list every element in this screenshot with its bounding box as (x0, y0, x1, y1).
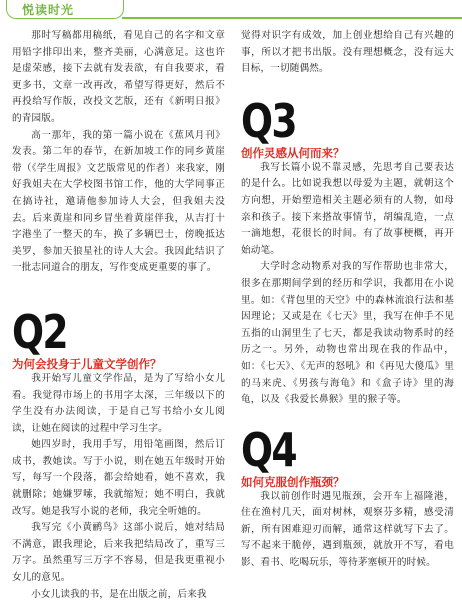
q4-title: 如何克服创作瓶颈？ (241, 474, 345, 489)
intro-paragraph: 高一那年，我的第一篇小说在《蕉风月刊》发表。第二年的春节，在新加坡工作的同乡黄崖带（《学生周报》文艺版常见的作者）来我家，刚好我姐夫在大学校图书馆工作，他的大学同事正在搞诗社，邀请他参加诗人大会，但我姐夫没去。后来黄崖和同乡冒坐着黄崖伴我，从吉打十字港坐了一整天的车，换了多辆巴士，傍晚抵达美罗，参加天狼星社的诗人大会。我因此结识了一批志同道合的朋友，写作变成更重要的事了。 (12, 129, 225, 274)
q2-title: 为何会投身于儿童文学创作？ (12, 356, 162, 371)
q4-paragraph: 我以前创作时遇见瓶颈，会开车上福隆港，住在渔村几天，面对树林，观察芬多精，感受清新，所有困难迎刃而解，通常这样就写下去了。写不起来干脆停，遇到瓶颈，就放开不写，看电影、看书、吃喝玩乐，等待茅塞顿开的时候。 (241, 490, 454, 569)
q3-title: 创作灵感从何而来？ (241, 145, 345, 160)
intro-paragraph: 那时写稿都用稿纸，看见自己的名字和文章用铅字排印出来，整齐美丽，心满意足。这也许是虚荣感，接下去就有发表欲，有自我要求，看更多书，文章一改再改，希望写得更好，然后不再投给写作版，改投文艺版，还有《新明日报》的青园版。 (12, 30, 225, 124)
q2-paragraph: 我开始写儿童文学作品，是为了写给小女儿看。我觉得市场上的书用字太深，三年级以下的学生没有办法阅读，于是自己写书给小女儿阅读，让她在阅读的过程中学习生字。 (12, 372, 225, 434)
left-column (12, 28, 225, 600)
q3-heading (241, 93, 454, 160)
q2-paragraph: 她四岁时，我用手写，用铅笔画图，然后订成书，教她读。写于小说，则在她五年级时开始写，每写一个段落，都会给她看，她不喜欢，我就删除；她嫌罗嗦，我就缩短；她不明白，我就改写。她是我写小说的老师，我完全听她的。 (12, 439, 225, 517)
continued-paragraph: 觉得对识字有成效，加上创业想给自己有兴趣的事，所以才把书出版。没有理想概念，没有远大目标，一切随偶然。 (241, 30, 454, 75)
q4-number: Q4 (241, 422, 297, 477)
q2-heading (12, 304, 225, 371)
section-label: 悦读时光 (22, 3, 75, 17)
q2-paragraph: 我写完《小黄鹂鸟》这部小说后，她对结局不满意，跟我理论，后来我把结局改了，重写三万字。虽然重写三万字不容易，但是我更重视小女儿的意见。 (12, 522, 225, 584)
q2-paragraph: 小女儿读我的书，是在出版之前，后来我 (31, 588, 207, 600)
q3-number: Q3 (241, 93, 297, 148)
q3-paragraph: 我写长篇小说不靠灵感，先思考自己要表达的是什么。比如说我想以母爱为主题，就朝这个方向想，开始塑造相关主题必须有的人物，如母亲和孩子。接下来搭故事情节，胡编乱造，一点一滴地想，花很长的时间。有了故事梗概，再开始动笔。 (241, 161, 454, 256)
header-rule (122, 17, 462, 19)
right-column (241, 28, 454, 596)
page-header (0, 0, 462, 22)
q3-paragraph: 大学时念动物系对我的写作帮助也非常大，很多在那期间学到的经历和学识，我都用在小说里。如：《背包里的天空》中的森林流浪行法和基因理论；又或是在《七天》里，我写在伸手不见五指的山洞里生了七天，都是我读动物系时的经历之一。另外，动物也常出现在我的作品中，如：《七天》、《无声的怒吼》和《再见大傻瓜》里的马来虎、《男孩与海龟》和《盒子诗》里的海龟，以及《我爱长鼻猴》里的猴子等。 (241, 261, 454, 406)
q2-number: Q2 (12, 304, 68, 359)
q4-heading (241, 422, 454, 489)
